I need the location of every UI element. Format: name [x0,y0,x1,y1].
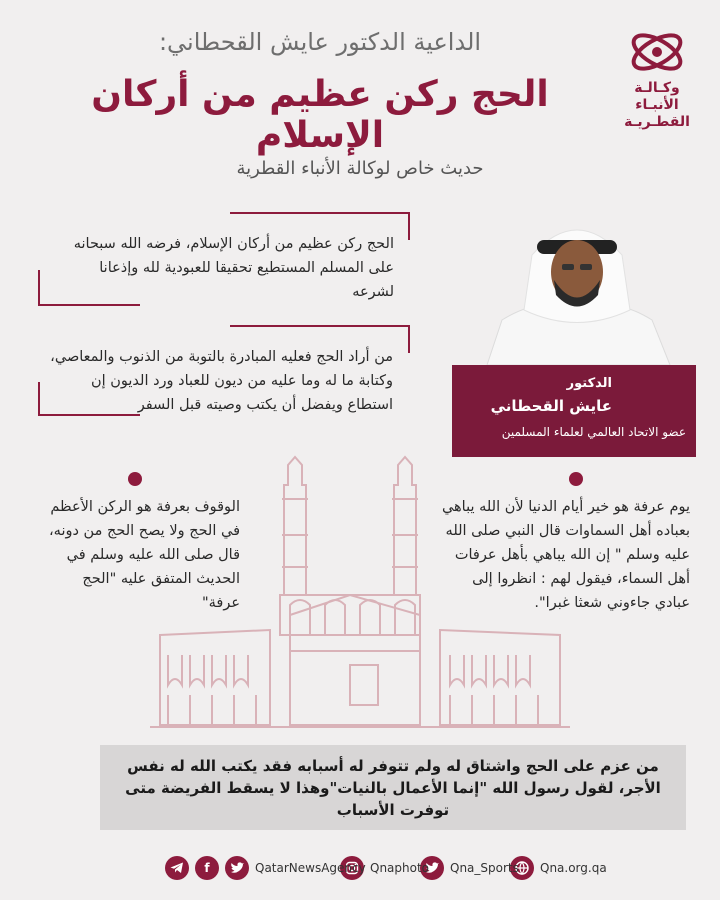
social-website[interactable] [510,852,607,884]
qna-emblem-icon [612,22,702,82]
sports-handle: Qna_Sports [450,861,519,875]
social-footer [0,852,720,888]
social-main[interactable] [165,852,366,884]
photo-handle: Qnaphoto [370,861,430,875]
portrait-illustration [482,200,672,365]
portrait [482,200,672,365]
profile-role: عضو الاتحاد العالمي لعلماء المسلمين [501,425,686,439]
supertitle: الداعية الدكتور عايش القحطاني: [158,28,482,56]
bullet-dot-right [569,472,583,486]
logo-line-1: وكـالـة الأنبـاء [634,80,680,113]
profile-card [452,365,696,457]
profile-title: الدكتور [566,376,612,391]
quote-3-text: الوقوف بعرفة هو الركن الأعظم في الحج ولا يصح الحج من دونه، قال صلى الله عليه وسلم في الحديث المتفق عليه "الحج عرفة" [49,499,240,611]
social-sports-twitter[interactable] [420,852,519,884]
kaaba-mosque-illustration [150,455,570,745]
bottom-note-box [100,745,686,830]
qna-logo [612,22,702,130]
headline: الحج ركن عظيم من أركان الإسلام [91,74,549,156]
quote-1-text: الحج ركن عظيم من أركان الإسلام، فرضه الله سبحانه على المسلم المستطيع تحقيقا للعبودية لله وإذعانا لشرعه [73,236,394,300]
twitter-main-icon [225,856,249,880]
website-handle: Qna.org.qa [540,861,607,875]
profile-name: عايش القحطاني [490,397,612,415]
main-handle: QatarNewsAgency [255,861,366,875]
subtitle: حديث خاص لوكالة الأنباء القطرية [236,158,484,179]
telegram-icon [165,856,189,880]
logo-line-2: القطـريـة [624,114,690,130]
quote-4-text: يوم عرفة هو خير أيام الدنيا لأن الله يباهي بعباده أهل السماوات قال النبي صلى الله عليه وسلم " إن الله يباهي بأهل عرفات أهل السماء، فيقول لهم : انظروا إلى عبادي جاءوني شعثا غبرا". [441,499,690,611]
facebook-icon: f [195,856,219,880]
quote-2-text: من أراد الحج فعليه المبادرة بالتوبة من الذنوب والمعاصي، وكتابة ما له وما عليه من ديون للعباد ورد الديون إن استطاع ويفضل أن يكتب وصيته قبل السفر [50,349,393,413]
bottom-note-text: من عزم على الحج واشتاق له ولم تتوفر له أسبابه فقد يكتب الله له نفس الأجر، لقول رسول الله "إنما الأعمال بالنيات"وهذا لا يسقط الفريضة متى توفرت الأسباب [125,757,661,819]
bullet-dot-left [128,472,142,486]
